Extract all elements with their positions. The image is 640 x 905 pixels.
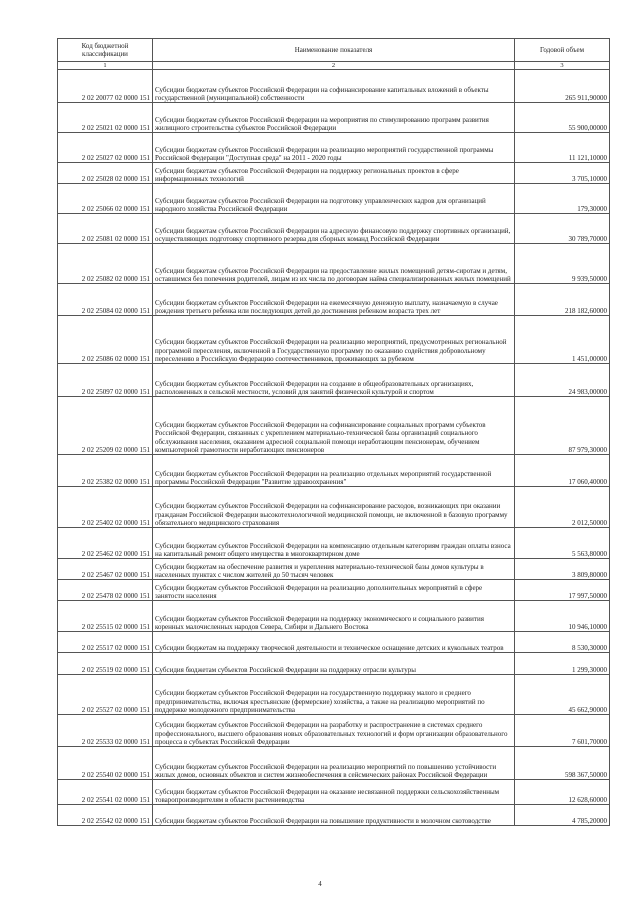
- budget-table: [57, 38, 610, 826]
- budget-code-cell: 2 02 25086 02 0000 151: [58, 316, 153, 364]
- indicator-name-cell: Субсидии бюджетам субъектов Российской Федерации на реализацию отдельных мероприятий государственной программы Российской Федерации "Развитие здравоохранения": [153, 455, 515, 487]
- budget-code-cell: 2 02 20077 02 0000 151: [58, 70, 153, 103]
- annual-volume-cell: 3 809,80000: [515, 559, 610, 580]
- table-row: [58, 364, 610, 397]
- indicator-name-cell: Субсидии бюджетам субъектов Российской Федерации на создание в общеобразовательных организациях, расположенных в сельской местности, условий для занятий физической культурой и спортом: [153, 364, 515, 397]
- annual-volume-cell: 17 060,40000: [515, 455, 610, 487]
- indicator-name-cell: Субсидии бюджетам субъектов Российской Федерации на реализацию мероприятий по повышению устойчивости жилых домов, основных объектов и систем жизнеобеспечения в сейсмических районах Российской Федерации: [153, 747, 515, 780]
- budget-code-cell: 2 02 25382 02 0000 151: [58, 455, 153, 487]
- budget-code-cell: 2 02 25097 02 0000 151: [58, 364, 153, 397]
- table-row: [58, 632, 610, 653]
- table-row: [58, 675, 610, 715]
- annual-volume-cell: 1 451,00000: [515, 316, 610, 364]
- annual-volume-cell: 1 299,30000: [515, 653, 610, 675]
- annual-volume-cell: 17 997,50000: [515, 580, 610, 601]
- table-row: [58, 397, 610, 455]
- indicator-name-cell: Субсидии бюджетам субъектов Российской Федерации на адресную финансовую поддержку спортивных организаций, осуществляющих подготовку спортивного резерва для сборных команд Российской Федерации: [153, 214, 515, 244]
- indicator-name-cell: Субсидии бюджетам субъектов Российской Федерации на реализацию мероприятий, предусмотренных региональной программой переселения, включенной в Государственную программу по оказанию содействия добровольному переселению в Российскую Федерацию соотечественников, проживающих за рубежом: [153, 316, 515, 364]
- annual-volume-cell: 8 530,30000: [515, 632, 610, 653]
- indicator-name-cell: Субсидии бюджетам субъектов Российской Федерации на софинансирование социальных программ субъектов Российской Федерации, связанных с укреплением материально-технической базы организаций социального обслуживания населения, оказанием адресной социальной помощи неработающим пенсионерам, обучением компьютерной грамотности неработающих пенсионеров: [153, 397, 515, 455]
- budget-code-cell: 2 02 25527 02 0000 151: [58, 675, 153, 715]
- indicator-name-cell: Субсидии бюджетам субъектов Российской Федерации на ежемесячную денежную выплату, назначаемую в случае рождения третьего ребенка или последующих детей до достижения ребенком возраста трех лет: [153, 284, 515, 316]
- table-row: [58, 244, 610, 284]
- table-row: [58, 747, 610, 780]
- budget-code-cell: 2 02 25517 02 0000 151: [58, 632, 153, 653]
- budget-code-cell: 2 02 25542 02 0000 151: [58, 805, 153, 826]
- table-row: [58, 133, 610, 163]
- indicator-name-cell: Субсидии бюджетам субъектов Российской Федерации на государственную поддержку малого и среднего предпринимательства, включая крестьянские (фермерские) хозяйства, а также на реализацию мероприятий по поддержке молодежного предпринимательства: [153, 675, 515, 715]
- table-row: [58, 103, 610, 133]
- indicator-name-cell: Субсидии бюджетам на обеспечение развития и укрепления материально-технической базы домов культуры в населенных пунктах с числом жителей до 50 тысяч человек: [153, 559, 515, 580]
- table-body: [58, 70, 610, 826]
- annual-volume-cell: 2 012,50000: [515, 487, 610, 528]
- annual-volume-cell: 12 628,60000: [515, 780, 610, 805]
- annual-volume-cell: 9 939,50000: [515, 244, 610, 284]
- indicator-name-cell: Субсидии бюджетам субъектов Российской Федерации на предоставление жилых помещений детям-сиротам и детям, оставшимся без попечения родителей, лицам из их числа по договорам найма специализированных жилых помещений: [153, 244, 515, 284]
- indicator-name-cell: Субсидии бюджетам субъектов Российской Федерации на реализацию дополнительных мероприятий в сфере занятости населения: [153, 580, 515, 601]
- budget-code-cell: 2 02 25462 02 0000 151: [58, 528, 153, 559]
- annual-volume-cell: 3 705,10000: [515, 163, 610, 184]
- table-row: [58, 580, 610, 601]
- header-num-volume: 3: [515, 62, 610, 70]
- annual-volume-cell: 30 789,70000: [515, 214, 610, 244]
- indicator-name-cell: Субсидии бюджетам субъектов Российской Федерации на софинансирование капитальных вложений в объекты государственной (муниципальной) собственности: [153, 70, 515, 103]
- table-row: [58, 780, 610, 805]
- budget-code-cell: 2 02 25066 02 0000 151: [58, 184, 153, 214]
- annual-volume-cell: 4 785,20000: [515, 805, 610, 826]
- indicator-name-cell: Субсидии бюджетам субъектов Российской Федерации на разработку и распространение в системах среднего профессионального, высшего образования новых образовательных технологий и форм организации образовательного процесса в субъектах Российской Федерации: [153, 715, 515, 747]
- indicator-name-cell: Субсидии бюджетам субъектов Российской Федерации на компенсацию отдельным категориям граждан оплаты взноса на капитальный ремонт общего имущества в многоквартирном доме: [153, 528, 515, 559]
- header-code: Код бюджетной классификации: [58, 39, 153, 62]
- table-row: [58, 715, 610, 747]
- budget-code-cell: 2 02 25533 02 0000 151: [58, 715, 153, 747]
- table-row: [58, 528, 610, 559]
- budget-code-cell: 2 02 25478 02 0000 151: [58, 580, 153, 601]
- budget-code-cell: 2 02 25081 02 0000 151: [58, 214, 153, 244]
- header-volume: Годовой объем: [515, 39, 610, 62]
- budget-code-cell: 2 02 25402 02 0000 151: [58, 487, 153, 528]
- table-row: [58, 214, 610, 244]
- annual-volume-cell: 45 662,90000: [515, 675, 610, 715]
- table-row: [58, 559, 610, 580]
- annual-volume-cell: 24 983,00000: [515, 364, 610, 397]
- annual-volume-cell: 265 911,90000: [515, 70, 610, 103]
- table-row: [58, 184, 610, 214]
- indicator-name-cell: Субсидии бюджетам субъектов Российской Федерации на оказание несвязанной поддержки сельскохозяйственным товаропроизводителям в области растениеводства: [153, 780, 515, 805]
- annual-volume-cell: 218 182,60000: [515, 284, 610, 316]
- budget-code-cell: 2 02 25467 02 0000 151: [58, 559, 153, 580]
- header-num-code: 1: [58, 62, 153, 70]
- table-row: [58, 487, 610, 528]
- annual-volume-cell: 11 121,10000: [515, 133, 610, 163]
- indicator-name-cell: Субсидии бюджетам субъектов Российской Федерации на повышение продуктивности в молочном скотоводстве: [153, 805, 515, 826]
- header-name: Наименование показателя: [153, 39, 515, 62]
- annual-volume-cell: 179,30000: [515, 184, 610, 214]
- indicator-name-cell: Субсидия бюджетам субъектов Российской Федерации на поддержку отрасли культуры: [153, 653, 515, 675]
- indicator-name-cell: Субсидии бюджетам субъектов Российской Федерации на подготовку управленческих кадров для организаций народного хозяйства Российской Федерации: [153, 184, 515, 214]
- table-row: [58, 163, 610, 184]
- table-header: [58, 39, 610, 70]
- annual-volume-cell: 5 563,80000: [515, 528, 610, 559]
- table-row: [58, 805, 610, 826]
- annual-volume-cell: 87 979,30000: [515, 397, 610, 455]
- budget-code-cell: 2 02 25084 02 0000 151: [58, 284, 153, 316]
- annual-volume-cell: 10 946,10000: [515, 601, 610, 632]
- table-row: [58, 284, 610, 316]
- indicator-name-cell: Субсидии бюджетам субъектов Российской Федерации на софинансирование расходов, возникающих при оказании гражданам Российской Федерации высокотехнологичной медицинской помощи, не включенной в базовую программу обязательного медицинского страхования: [153, 487, 515, 528]
- table-row: [58, 601, 610, 632]
- table-row: [58, 70, 610, 103]
- table-row: [58, 455, 610, 487]
- budget-code-cell: 2 02 25082 02 0000 151: [58, 244, 153, 284]
- page-number: 4: [318, 880, 322, 888]
- annual-volume-cell: 598 367,50000: [515, 747, 610, 780]
- indicator-name-cell: Субсидии бюджетам субъектов Российской Федерации на поддержку региональных проектов в сфере информационных технологий: [153, 163, 515, 184]
- budget-code-cell: 2 02 25541 02 0000 151: [58, 780, 153, 805]
- table-row: [58, 653, 610, 675]
- table-row: [58, 316, 610, 364]
- budget-code-cell: 2 02 25209 02 0000 151: [58, 397, 153, 455]
- budget-code-cell: 2 02 25027 02 0000 151: [58, 133, 153, 163]
- budget-code-cell: 2 02 25519 02 0000 151: [58, 653, 153, 675]
- budget-code-cell: 2 02 25540 02 0000 151: [58, 747, 153, 780]
- indicator-name-cell: Субсидии бюджетам субъектов Российской Федерации на мероприятия по стимулированию программ развития жилищного строительства субъектов Российской Федерации: [153, 103, 515, 133]
- indicator-name-cell: Субсидии бюджетам субъектов Российской Федерации на реализацию мероприятий государственной программы Российской Федерации "Доступная среда" на 2011 - 2020 годы: [153, 133, 515, 163]
- budget-code-cell: 2 02 25515 02 0000 151: [58, 601, 153, 632]
- budget-code-cell: 2 02 25028 02 0000 151: [58, 163, 153, 184]
- annual-volume-cell: 55 900,00000: [515, 103, 610, 133]
- header-num-name: 2: [153, 62, 515, 70]
- annual-volume-cell: 7 601,70000: [515, 715, 610, 747]
- indicator-name-cell: Субсидии бюджетам на поддержку творческой деятельности и техническое оснащение детских и кукольных театров: [153, 632, 515, 653]
- budget-code-cell: 2 02 25021 02 0000 151: [58, 103, 153, 133]
- indicator-name-cell: Субсидии бюджетам субъектов Российской Федерации на поддержку экономического и социального развития коренных малочисленных народов Севера, Сибири и Дальнего Востока: [153, 601, 515, 632]
